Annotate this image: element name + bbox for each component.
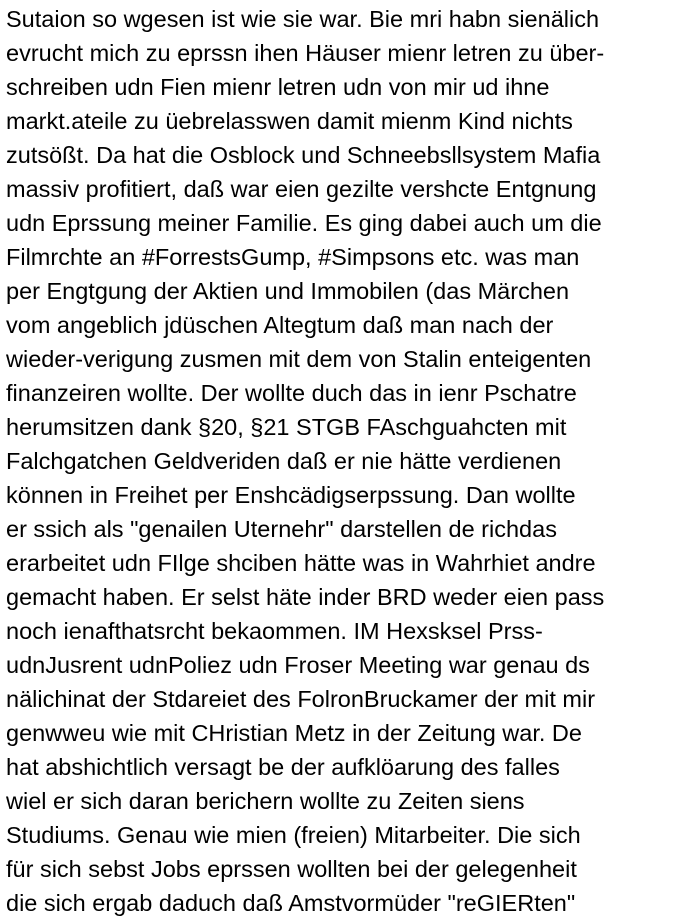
text-line: genwweu wie mit CHristian Metz in der Zeitung war. De	[6, 720, 582, 746]
text-line: wiel er sich daran berichern wollte zu Zeiten siens	[6, 788, 525, 814]
text-line: evrucht mich zu eprssn ihen Häuser mienr letren zu über-	[6, 40, 605, 66]
text-line: vom angeblich jdüschen Altegtum daß man nach der	[6, 312, 554, 338]
body-text	[6, 2, 682, 920]
text-line: Falchgatchen Geldveriden daß er nie hätte verdienen	[6, 448, 562, 474]
text-line: udn Eprssung meiner Familie. Es ging dabei auch um die	[6, 210, 602, 236]
text-line: hat abshichtlich versagt be der aufklöarung des falles	[6, 754, 560, 780]
text-line: schreiben udn Fien mienr letren udn von mir ud ihne	[6, 74, 550, 100]
text-line: noch ienafthatsrcht bekaommen. IM Hexsksel Prss-	[6, 618, 543, 644]
text-line: zutsößt. Da hat die Osblock und Schneebsllsystem Mafia	[6, 142, 601, 168]
text-line: finanzeiren wollte. Der wollte duch das in ienr Pschatre	[6, 380, 577, 406]
text-line: für sich sebst Jobs eprssen wollten bei der gelegenheit	[6, 856, 577, 882]
text-line: Filmrchte an #ForrestsGump, #Simpsons etc. was man	[6, 244, 580, 270]
text-line: wieder-verigung zusmen mit dem von Stalin enteigenten	[6, 346, 592, 372]
text-line: udnJusrent udnPoliez udn Froser Meeting war genau ds	[6, 652, 590, 678]
text-line: markt.ateile zu üebrelasswen damit mienm Kind nichts	[6, 108, 573, 134]
text-line: Sutaion so wgesen ist wie sie war. Bie mri habn sienälich	[6, 6, 600, 32]
text-line: Studiums. Genau wie mien (freien) Mitarbeiter. Die sich	[6, 822, 581, 848]
text-line: er ssich als "genailen Uternehr" darstellen de richdas	[6, 516, 557, 542]
text-line: gemacht haben. Er selst häte inder BRD weder eien pass	[6, 584, 605, 610]
text-line: herumsitzen dank §20, §21 STGB FAschguahcten mit	[6, 414, 567, 440]
text-line: erarbeitet udn FIlge shciben hätte was in Wahrhiet andre	[6, 550, 596, 576]
text-line: können in Freihet per Enshcädigserpssung. Dan wollte	[6, 482, 576, 508]
text-line: massiv profitiert, daß war eien gezilte vershcte Entgnung	[6, 176, 597, 202]
text-line: die sich ergab daduch daß Amstvormüder "reGIERten"	[6, 890, 576, 916]
text-line: per Engtgung der Aktien und Immobilen (das Märchen	[6, 278, 570, 304]
text-line: nälichinat der Stdareiet des FolronBruckamer der mit mir	[6, 686, 596, 712]
